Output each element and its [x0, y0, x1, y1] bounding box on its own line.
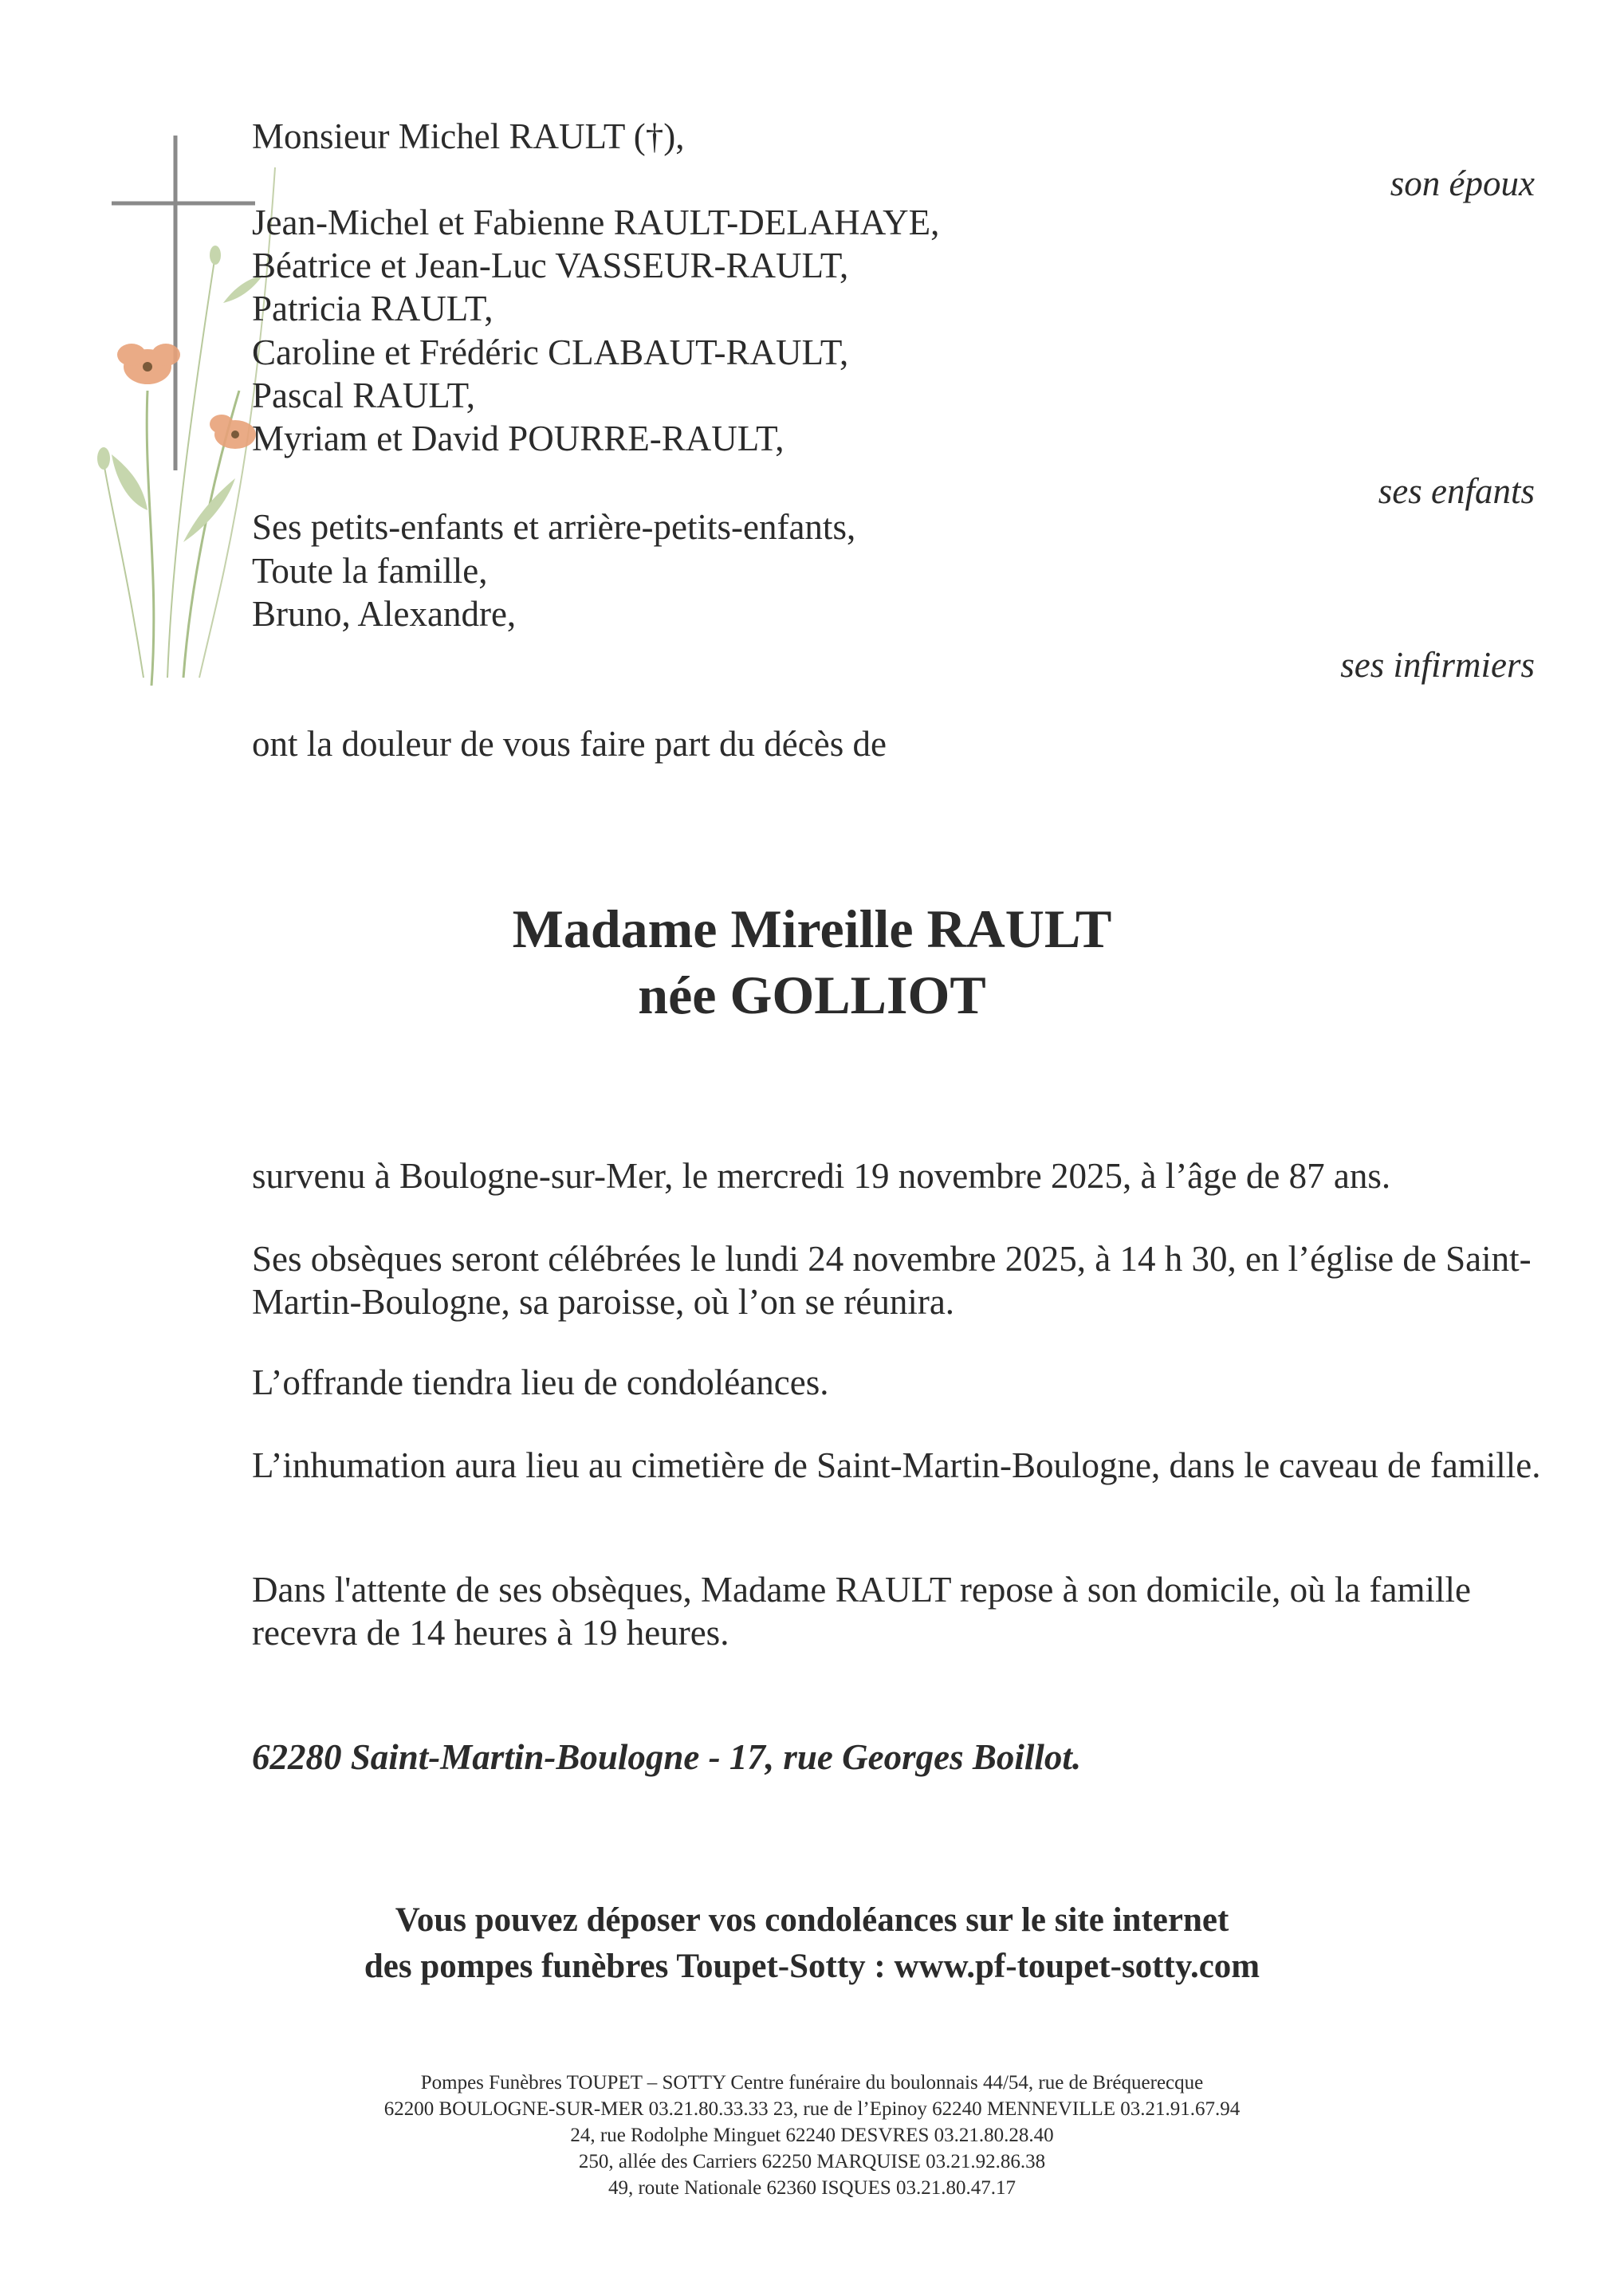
- role-nurses: ses infirmiers: [1340, 645, 1535, 685]
- death-paragraph: survenu à Boulogne-sur-Mer, le mercredi 19 novembre 2025, à l’âge de 87 ans.: [252, 1156, 1391, 1196]
- deceased-name: Madame Mireille RAULT: [512, 898, 1112, 959]
- footer-line: 62200 BOULOGNE-SUR-MER 03.21.80.33.33 23, rue de l’Epinoy 62240 MENNEVILLE 03.21.91.67.94: [383, 2098, 1241, 2120]
- family-line-child: Pascal RAULT,: [252, 375, 475, 415]
- role-spouse: son époux: [1390, 163, 1535, 203]
- condolences-line-2: des pompes funèbres Toupet-Sotty : www.pf-toupet-sotty.com: [364, 1948, 1260, 1985]
- family-line-child: Jean-Michel et Fabienne RAULT-DELAHAYE,: [252, 202, 940, 242]
- family-line-family: Toute la famille,: [252, 551, 488, 591]
- offering-paragraph: L’offrande tiendra lieu de condoléances.: [252, 1362, 829, 1402]
- role-children: ses enfants: [1378, 471, 1535, 511]
- burial-paragraph: L’inhumation aura lieu au cimetière de Saint-Martin-Boulogne, dans le caveau de famille.: [252, 1445, 1541, 1485]
- footer-line: 250, allée des Carriers 62250 MARQUISE 03.21.92.86.38: [578, 2151, 1046, 2172]
- condolences-line-1: Vous pouvez déposer vos condoléances sur le site internet: [395, 1901, 1229, 1939]
- family-line-child: Patricia RAULT,: [252, 289, 493, 328]
- deceased-maiden-name: née GOLLIOT: [638, 965, 986, 1025]
- funeral-paragraph: Ses obsèques seront célébrées le lundi 24 novembre 2025, à 14 h 30, en l’église de Saint-Martin-Boulogne, sa paroisse, où l’on se réunira.: [252, 1239, 1532, 1322]
- family-line-child: Béatrice et Jean-Luc VASSEUR-RAULT,: [252, 246, 849, 285]
- family-line-nurses: Bruno, Alexandre,: [252, 594, 517, 634]
- family-line-grandchildren: Ses petits-enfants et arrière-petits-enfants,: [252, 507, 856, 547]
- family-line-child: Caroline et Frédéric CLABAUT-RAULT,: [252, 332, 849, 372]
- family-line-child: Myriam et David POURRE-RAULT,: [252, 419, 784, 458]
- footer-line: 49, route Nationale 62360 ISQUES 03.21.80.47.17: [608, 2177, 1016, 2199]
- family-line-spouse: Monsieur Michel RAULT (†),: [252, 116, 685, 156]
- footer-line: Pompes Funèbres TOUPET – SOTTY Centre funéraire du boulonnais 44/54, rue de Bréquerecque: [420, 2072, 1204, 2094]
- announcement-text: ont la douleur de vous faire part du décès de: [252, 724, 887, 764]
- footer-line: 24, rue Rodolphe Minguet 62240 DESVRES 03.21.80.28.40: [570, 2125, 1054, 2146]
- home-address: 62280 Saint-Martin-Boulogne - 17, rue Georges Boillot.: [252, 1737, 1082, 1777]
- rest-paragraph: Dans l'attente de ses obsèques, Madame RAULT repose à son domicile, où la famille recevra de 14 heures à 19 heures.: [252, 1570, 1471, 1653]
